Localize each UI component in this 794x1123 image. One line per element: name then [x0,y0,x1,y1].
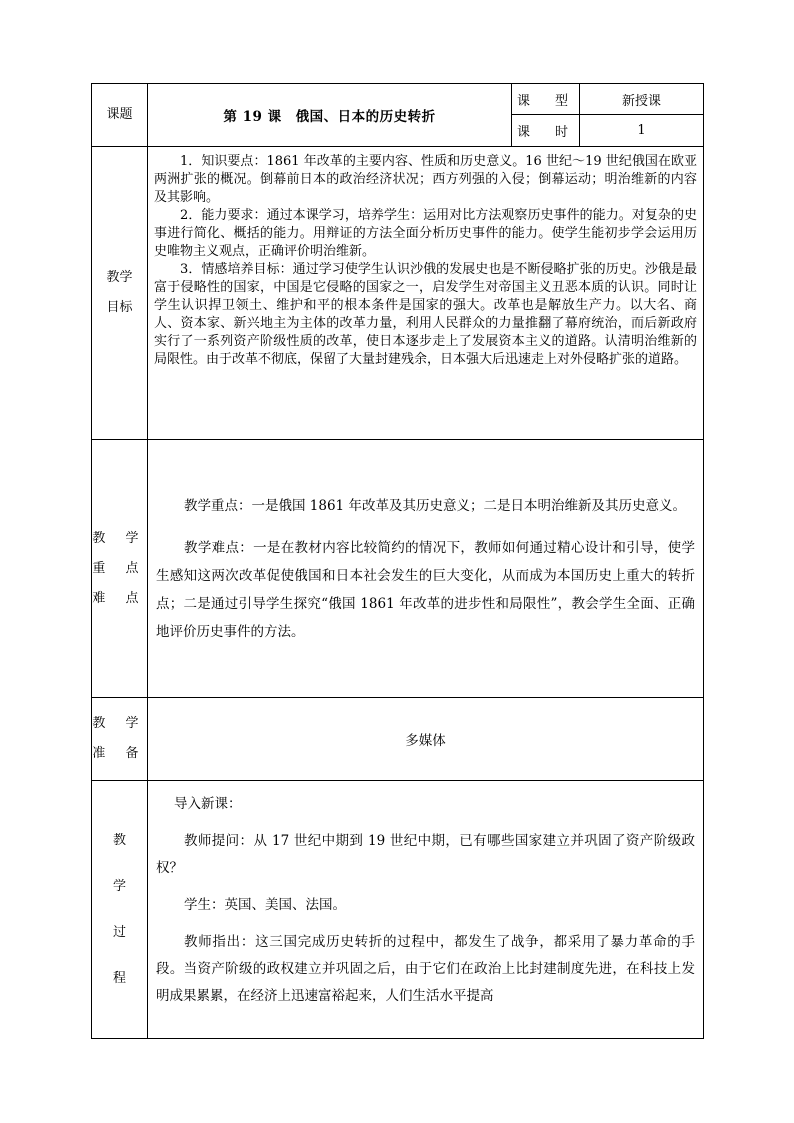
key-points-content [148,440,704,698]
key-points-row [92,440,704,698]
key-points-label: 教 学 重 点 难 点 [92,440,148,698]
objectives-content [148,147,704,440]
process-label: 教 学 过 程 [92,781,148,1039]
lesson-title: 第 19 课 俄国、日本的历史转折 [148,84,512,147]
objective-ability: 2．能力要求：通过本课学习，培养学生：运用对比方法观察历史事件的能力。对复杂的史事进行简化、概括的能力。用辩证的方法全面分析历史事件的能力。使学生能初步学会运用历史唯物主义观点，正确评价明治维新。 [154,208,697,259]
objective-emotion: 3．情感培养目标：通过学习使学生认识沙俄的发展史也是不断侵略扩张的历史。沙俄是最富于侵略性的国家，中国是它侵略的国家之一，启发学生对帝国主义丑恶本质的认识。同时让学生认识捍卫领土、维护和平的根本条件是国家的强大。改革也是解放生产力。以大名、商人、资本家、新兴地主为主体的改革力量，利用人民群众的力量推翻了幕府统治，而后新政府实行了一系列资产阶级性质的改革，使日本逐步走上了发展资本主义的道路。认清明治维新的局限性。由于改革不彻底，保留了大量封建残余，日本强大后迅速走上对外侵略扩张的道路。 [154,262,697,367]
process-teacher-note: 教师指出：这三国完成历史转折的过程中，都发生了战争，都采用了暴力革命的手段。当资产阶级的政权建立并巩固之后，由于它们在政治上比封建制度先进，在科技上发明成果累累，在经济上迅速富裕起来，人们生活水平提高 [156,934,695,1004]
objectives-row [92,147,704,440]
teaching-focus: 教学重点：一是俄国 1861 年改革及其历史意义；二是日本明治维新及其历史意义。 [184,497,686,514]
process-intro: 导入新课： [174,796,242,812]
topic-label: 课题 [92,84,148,147]
class-hours-value: 1 [580,115,704,147]
lesson-type-value: 新授课 [580,84,704,115]
objectives-label: 教学 目标 [92,147,148,440]
process-student-answer: 学生：英国、美国、法国。 [184,897,346,913]
process-row [92,781,704,1039]
lesson-plan-table [91,83,704,1039]
preparation-label: 教 学 准 备 [92,698,148,781]
process-teacher-question: 教师提问：从 17 世纪中期到 19 世纪中期，已有哪些国家建立并巩固了资产阶级政权？ [156,833,695,876]
class-hours-label: 课 时 [512,115,580,147]
teaching-difficulty: 教学难点：一是在教材内容比较简约的情况下，教师如何通过精心设计和引导，使学生感知这两次改革促使俄国和日本社会发生的巨大变化，从而成为本国历史上重大的转折点；二是通过引导学生探究“俄国 1861 年改革的进步性和局限性”，教会学生全面、正确地评价历史事件的方法。 [156,539,695,640]
objective-knowledge: 1．知识要点：1861 年改革的主要内容、性质和历史意义。16 世纪～19 世纪俄国在欧亚两洲扩张的概况。倒幕前日本的政治经济状况；西方列强的入侵；倒幕运动；明治维新的内容及其影响。 [154,154,697,205]
preparation-row [92,698,704,781]
preparation-content: 多媒体 [148,698,704,781]
process-content [148,781,704,1039]
header-row-1 [92,84,704,115]
lesson-type-label: 课 型 [512,84,580,115]
